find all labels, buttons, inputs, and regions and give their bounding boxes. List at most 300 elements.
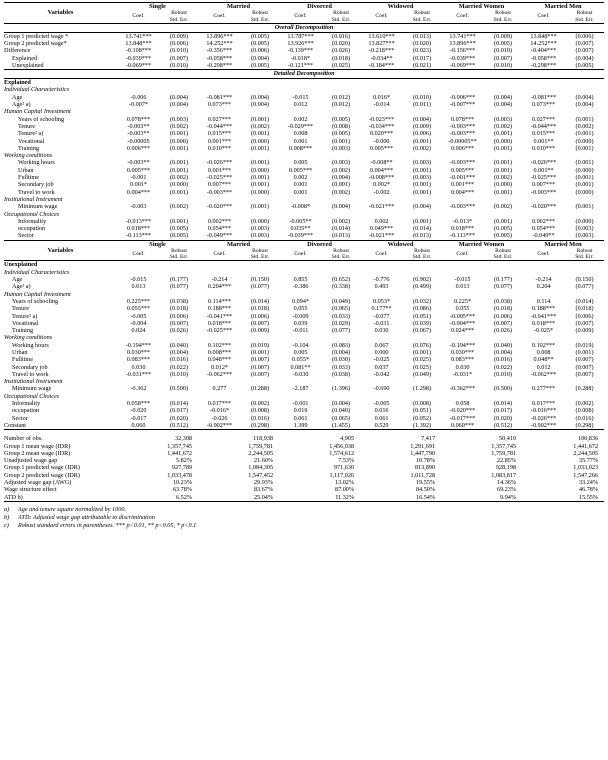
stderr-cell: (0.013): [413, 32, 432, 40]
coef-cell: -0.058***: [530, 54, 557, 62]
coef-cell: 0.102***: [207, 341, 232, 349]
coef-cell: 0.054***: [207, 225, 232, 233]
row-label: Fulltime: [18, 174, 39, 182]
stderr-cell: (0.001): [332, 181, 351, 189]
stderr-cell: (0.007): [251, 370, 270, 378]
summary-value: 100,836: [577, 435, 599, 443]
stderr-cell: (0.077): [332, 327, 351, 335]
table-row: [4, 415, 604, 422]
stderr-cell: (0.002): [494, 203, 513, 211]
coef-cell: 0.017***: [531, 400, 556, 408]
stderr-cell: (0.001): [169, 166, 189, 174]
coef-cell: 0.277: [212, 385, 227, 393]
header-robust-line1: Robust: [495, 248, 511, 255]
stderr-cell: (0.002): [169, 203, 189, 211]
table-row: [4, 422, 604, 430]
stderr-cell: (0.009): [413, 122, 432, 130]
stderr-cell: (0.298): [251, 421, 270, 429]
table-row: [4, 159, 604, 166]
stderr-cell: (0.033): [332, 363, 351, 371]
row-label: Training: [12, 327, 34, 335]
row-label: Travel to work: [18, 188, 55, 196]
coef-cell: 0.030: [131, 363, 146, 371]
stderr-cell: (0.000): [251, 217, 270, 225]
table-row: [4, 283, 604, 290]
coef-cell: 14.252***: [530, 40, 557, 47]
stderr-cell: (0.000): [251, 137, 270, 145]
coef-cell: 0.020***: [369, 130, 394, 138]
stderr-cell: (0.022): [169, 363, 189, 371]
stderr-cell: (0.001): [413, 217, 432, 225]
coef-cell: 0.078***: [450, 115, 475, 123]
stderr-cell: (0.007): [575, 363, 594, 371]
summary-label: Group 1 predicted wage (IDR): [4, 464, 80, 472]
stderr-cell: (0.001): [494, 166, 513, 174]
coef-cell: -0.902***: [530, 421, 557, 429]
stderr-cell: (0.000): [494, 137, 513, 145]
stderr-cell: (0.032): [413, 297, 432, 305]
summary-value: 5.82%: [176, 457, 193, 465]
coef-cell: 0.004***: [450, 188, 475, 196]
header-group: Married: [226, 3, 251, 10]
stderr-cell: (0.003): [332, 159, 351, 167]
stderr-cell: (0.006): [251, 312, 270, 320]
coef-cell: -0.013***: [125, 217, 152, 225]
stderr-cell: (0.038): [494, 297, 513, 305]
stderr-cell: (0.500): [169, 385, 189, 393]
stderr-cell: (0.038): [169, 297, 189, 305]
table-row: [4, 116, 604, 123]
note-mark: a): [4, 505, 10, 513]
coef-cell: -0.003**: [127, 159, 150, 167]
coef-cell: -0.062***: [530, 370, 557, 378]
coef-cell: 0.012: [293, 101, 308, 109]
summary-label: Group 1 mean wage (IDR): [4, 442, 71, 450]
table-row: [4, 94, 604, 101]
header-coef: Coef.: [456, 251, 469, 258]
row-label: Urban: [18, 166, 34, 174]
header-row: [4, 3, 604, 11]
summary-value: 1,357,745: [167, 442, 193, 450]
category-label-row: [4, 86, 604, 93]
stderr-cell: (0.021): [413, 61, 432, 69]
coef-cell: 0.061: [374, 414, 389, 422]
row-label: Urban: [12, 348, 28, 356]
coef-cell: 14.252***: [206, 40, 233, 47]
coef-cell: -0.034**: [370, 54, 393, 62]
coef-cell: 0.013: [455, 283, 470, 291]
table-row: [4, 356, 604, 363]
stderr-cell: (0.005): [332, 130, 351, 138]
coef-cell: 13.827***: [368, 40, 395, 47]
coef-cell: 0.018***: [531, 319, 556, 327]
summary-row: [4, 443, 604, 450]
coef-cell: -0.018*: [290, 54, 311, 62]
coef-cell: 0.000: [374, 348, 389, 356]
coef-cell: 0.060: [131, 421, 146, 429]
table-row: [4, 320, 604, 327]
header-coef: Coef.: [294, 251, 307, 258]
stderr-cell: (0.010): [169, 61, 189, 69]
stderr-cell: (0.001): [575, 159, 594, 167]
coef-cell: -0.058***: [206, 54, 233, 62]
header-robust-line2: Std. Err.: [169, 16, 189, 23]
coef-cell: 0.030***: [450, 348, 475, 356]
stderr-cell: (0.003): [251, 225, 270, 233]
coef-cell: 0.114***: [208, 297, 231, 305]
table-row: [4, 400, 604, 407]
coef-cell: 0.005***: [288, 166, 313, 174]
coef-cell: -0.121***: [287, 61, 314, 69]
stderr-cell: (0.003): [575, 232, 594, 240]
detailed-title-row: [4, 70, 604, 79]
header-group: Married Men: [544, 240, 582, 248]
stderr-cell: (0.000): [169, 137, 189, 145]
stderr-cell: (0.017): [169, 407, 189, 415]
coef-cell: 13.787***: [287, 32, 314, 40]
stderr-cell: (0.001): [575, 174, 594, 182]
coef-cell: -0.026***: [530, 159, 557, 167]
summary-value: 9.94%: [500, 493, 517, 501]
coef-cell: -0.021***: [368, 232, 395, 240]
coef-cell: -0.015: [292, 93, 309, 101]
table-row: [4, 55, 604, 62]
summary-value: 16.54%: [415, 493, 436, 501]
summary-row: [4, 435, 604, 442]
summary-value: 13.02%: [334, 479, 355, 487]
coef-cell: 0.060***: [450, 421, 475, 429]
coef-cell: -0.00005: [127, 137, 150, 145]
header-robust-line2: Std. Err.: [575, 254, 594, 261]
coef-cell: 0.016: [374, 407, 389, 415]
header-robust: [241, 248, 279, 261]
stderr-cell: (0.040): [494, 341, 513, 349]
coef-cell: -0.113***: [450, 232, 476, 240]
coef-cell: 0.010***: [207, 144, 232, 152]
note-line: [4, 506, 604, 514]
summary-value: 1,547,452: [248, 471, 274, 479]
summary-row: [4, 472, 604, 479]
row-label: Years of schooling: [12, 297, 59, 305]
coef-cell: 0.012*: [211, 363, 229, 371]
row-label: Tenure² a): [18, 130, 44, 138]
summary-value: 10.78%: [415, 457, 436, 465]
stderr-cell: (0.512): [494, 421, 513, 429]
row-label: Age: [12, 276, 23, 284]
category-label-row: [4, 152, 604, 159]
summary-value: 1,441,672: [573, 442, 599, 450]
table-row: [4, 276, 604, 283]
summary-value: 83.67%: [253, 486, 274, 494]
stderr-cell: (0.077): [251, 283, 270, 291]
coef-cell: -0.016***: [530, 407, 557, 415]
stderr-cell: (0.009): [494, 32, 513, 40]
stderr-cell: (0.017): [494, 407, 513, 415]
summary-row: [4, 450, 604, 457]
header-coef: Coef.: [294, 13, 307, 20]
header-robust-line1: Robust: [252, 248, 268, 255]
stderr-cell: (0.004): [575, 54, 594, 62]
coef-cell: 0.030: [374, 327, 389, 335]
coef-cell: 0.007***: [531, 181, 556, 189]
coef-cell: 0.002***: [207, 217, 232, 225]
header-robust-line1: Robust: [171, 248, 187, 255]
row-label: Minimum wage: [12, 385, 52, 393]
category-label-row: [4, 269, 604, 276]
note-text: Robust standard errors in parentheses. *** p<0.01, ** p<0.05, * p<0.1: [18, 521, 197, 529]
category-label: Working conditions: [4, 334, 53, 342]
table-row: [4, 342, 604, 349]
stderr-cell: (0.001): [413, 188, 432, 196]
coef-cell: -0.023***: [368, 115, 395, 123]
header-robust: [403, 248, 441, 261]
stderr-cell: (0.005): [494, 232, 513, 240]
coef-cell: -0.008***: [368, 174, 395, 182]
stderr-cell: (0.010): [494, 61, 513, 69]
summary-label: Group 2 mean wage (IDR): [4, 449, 71, 457]
stderr-cell: (0.010): [494, 47, 513, 55]
coef-cell: -0.026***: [530, 414, 557, 422]
header-group: Divorced: [307, 240, 332, 248]
note-text: Age and tenure square normalized by 1000.: [18, 505, 126, 513]
header-robust-line2: Std. Err.: [250, 16, 270, 23]
coef-cell: 0.006***: [450, 144, 475, 152]
coef-cell: 0.005***: [369, 144, 394, 152]
coef-cell: -0.020***: [530, 203, 557, 211]
table-row: [4, 371, 604, 378]
stderr-cell: (0.033): [332, 312, 351, 320]
coef-cell: -0.020***: [206, 203, 233, 211]
summary-value: 1,547,266: [573, 471, 599, 479]
stderr-cell: (0.001): [494, 130, 513, 138]
coef-cell: -0.386: [292, 283, 309, 291]
coef-cell: -0.00005**: [448, 137, 477, 145]
note-mark: c): [4, 521, 9, 529]
coef-cell: -0.002: [373, 188, 390, 196]
coef-cell: -0.029***: [287, 122, 314, 130]
coef-cell: 0.002: [374, 217, 389, 225]
row-label: Vocational: [18, 137, 45, 145]
header-group: Divorced: [307, 3, 332, 10]
stderr-cell: (0.001): [251, 115, 270, 123]
stderr-cell: (0.652): [332, 276, 351, 284]
summary-value: 1,357,745: [491, 442, 517, 450]
stderr-cell: (0.002): [251, 400, 270, 408]
overall-title: Overall Decomposition: [4, 23, 604, 32]
header-robust-line2: Std. Err.: [331, 16, 351, 23]
row-label: Tenure: [18, 122, 36, 130]
stderr-cell: (0.007): [575, 40, 594, 47]
coef-cell: 13.926***: [287, 40, 314, 47]
coef-cell: -0.362***: [449, 385, 476, 393]
coef-cell: -0.004: [130, 319, 147, 327]
row-label: Travel to work: [12, 370, 49, 378]
header-robust-line2: Std. Err.: [250, 254, 270, 261]
stderr-cell: (0.008): [413, 400, 432, 408]
coef-cell: -0.025***: [206, 174, 233, 182]
stderr-cell: (0.016): [332, 32, 351, 40]
stderr-cell: (0.004): [413, 115, 432, 123]
row-label: Tenure² a): [12, 312, 38, 320]
header-robust-line2: Std. Err.: [493, 16, 513, 23]
stderr-cell: (0.004): [169, 348, 189, 356]
stderr-cell: (0.018): [575, 305, 594, 313]
table-row: [4, 218, 604, 225]
coef-cell: 0.061: [293, 414, 308, 422]
summary-value: 118,938: [253, 435, 274, 443]
summary-label: Number of obs.: [4, 435, 43, 443]
stderr-cell: (0.076): [413, 341, 432, 349]
header-robust-line1: Robust: [252, 10, 268, 17]
header-group: Widowed: [387, 240, 414, 248]
stderr-cell: (0.039): [413, 319, 432, 327]
stderr-cell: (0.004): [251, 93, 270, 101]
coef-cell: -0.009: [292, 312, 309, 320]
coef-cell: 0.002*: [373, 181, 391, 189]
coef-cell: -0.062***: [206, 370, 233, 378]
stderr-cell: (1.455): [332, 421, 351, 429]
stderr-cell: (0.005): [575, 61, 594, 69]
header-coef: Coef.: [537, 251, 550, 258]
stderr-cell: (0.020): [413, 40, 432, 47]
stderr-cell: (0.011): [413, 101, 431, 109]
coef-cell: -0.031: [373, 319, 390, 327]
coef-cell: -0.030: [292, 370, 309, 378]
summary-value: 1,083,817: [491, 471, 517, 479]
stderr-cell: (0.005): [251, 40, 270, 47]
coef-cell: -0.108***: [125, 47, 152, 55]
header-group: Married Men: [544, 3, 582, 10]
coef-cell: -0.003**: [127, 122, 150, 130]
coef-cell: 0.102***: [531, 341, 556, 349]
stderr-cell: (0.001): [251, 203, 270, 211]
stderr-cell: (0.067): [413, 327, 432, 335]
stderr-cell: (0.003): [413, 174, 432, 182]
stderr-cell: (0.005): [251, 32, 270, 40]
coef-cell: 0.017***: [207, 400, 232, 408]
stderr-cell: (0.004): [494, 348, 513, 356]
stderr-cell: (0.007): [575, 319, 594, 327]
stderr-cell: (0.000): [494, 181, 513, 189]
stderr-cell: (0.029): [332, 319, 351, 327]
stderr-cell: (0.001): [169, 130, 189, 138]
header-robust: [160, 10, 198, 23]
coef-cell: -0.298***: [530, 61, 557, 69]
coef-cell: -0.003***: [206, 188, 233, 196]
coef-cell: 0.018***: [450, 225, 475, 233]
stderr-cell: (0.010): [413, 93, 432, 101]
header-group: Single: [149, 240, 166, 248]
coef-cell: 13.896***: [206, 32, 233, 40]
coef-cell: -0.069***: [125, 61, 152, 69]
coef-cell: 13.741***: [449, 32, 476, 40]
coef-cell: -0.016*: [209, 407, 230, 415]
table-row: [4, 32, 604, 40]
coef-cell: -0.017: [130, 414, 147, 422]
row-label: Informality: [18, 217, 47, 225]
coef-cell: -0.008**: [370, 159, 393, 167]
coef-cell: 0.001: [293, 181, 308, 189]
summary-value: 1,011,728: [410, 471, 436, 479]
unexplained-label-row: [4, 261, 604, 269]
stderr-cell: (0.001): [494, 159, 513, 167]
table-row: [4, 123, 604, 130]
table-row: [4, 407, 604, 414]
table-row: [4, 313, 604, 320]
coef-cell: 0.001**: [533, 166, 554, 174]
stderr-cell: (0.001): [251, 130, 270, 138]
note-line: [4, 522, 604, 530]
coef-cell: -0.356***: [206, 47, 233, 55]
stderr-cell: (0.004): [251, 54, 270, 62]
stderr-cell: (0.009): [169, 32, 189, 40]
coef-cell: 0.048***: [207, 356, 232, 364]
coef-cell: -0.001: [130, 174, 147, 182]
coef-cell: -0.015: [454, 276, 471, 284]
header-variables: Variables: [47, 246, 74, 254]
coef-cell: -0.184***: [368, 61, 395, 69]
stderr-cell: (0.001): [575, 115, 594, 123]
coef-cell: -0.081***: [530, 93, 557, 101]
coef-cell: 0.188***: [207, 305, 232, 313]
summary-value: 1,291,691: [410, 442, 436, 450]
stderr-cell: (0.018): [251, 305, 270, 313]
coef-cell: 0.081**: [290, 363, 311, 371]
stderr-cell: (0.065): [332, 305, 351, 313]
category-label-row: [4, 393, 604, 400]
header-robust-line1: Robust: [576, 248, 593, 255]
coef-cell: 0.005***: [450, 166, 475, 174]
stderr-cell: (0.004): [332, 400, 351, 408]
stderr-cell: (0.006): [169, 40, 189, 47]
row-label: Minimum wage: [18, 203, 58, 211]
stderr-cell: (0.001): [413, 137, 432, 145]
header-robust-line1: Robust: [414, 10, 430, 17]
coef-cell: 0.529: [374, 421, 389, 429]
summary-value: 7.53%: [338, 457, 355, 465]
stderr-cell: (0.001): [332, 137, 351, 145]
stderr-cell: (0.026): [332, 47, 351, 55]
header-coef: Coef.: [213, 251, 226, 258]
coef-cell: -0.044***: [206, 122, 233, 130]
row-label: Sector: [12, 414, 28, 422]
table-row: [4, 385, 604, 392]
stderr-cell: (0.014): [332, 225, 351, 233]
coef-cell: -0.021***: [368, 203, 395, 211]
header-group: Single: [149, 3, 166, 10]
coef-cell: -0.006***: [449, 93, 476, 101]
summary-value: 32,308: [175, 435, 193, 443]
stderr-cell: (0.005): [494, 225, 513, 233]
coef-cell: 0.008***: [207, 348, 232, 356]
coef-cell: 0.030***: [126, 348, 151, 356]
stderr-cell: (0.001): [169, 188, 189, 196]
table-row: [4, 189, 604, 196]
stderr-cell: (0.019): [251, 341, 270, 349]
coef-cell: 0.005***: [126, 166, 151, 174]
table-row: [4, 364, 604, 371]
coef-cell: -0.007***: [449, 101, 476, 109]
coef-cell: 13.610***: [368, 32, 395, 40]
stderr-cell: (0.065): [332, 414, 351, 422]
summary-value: 29.93%: [253, 479, 274, 487]
stderr-cell: (0.002): [494, 174, 513, 182]
coef-cell: -0.003***: [530, 188, 557, 196]
stderr-cell: (0.298): [575, 421, 594, 429]
coef-cell: -0.049***: [206, 232, 233, 240]
table-row: [4, 327, 604, 334]
coef-cell: -0.003**: [127, 130, 150, 138]
